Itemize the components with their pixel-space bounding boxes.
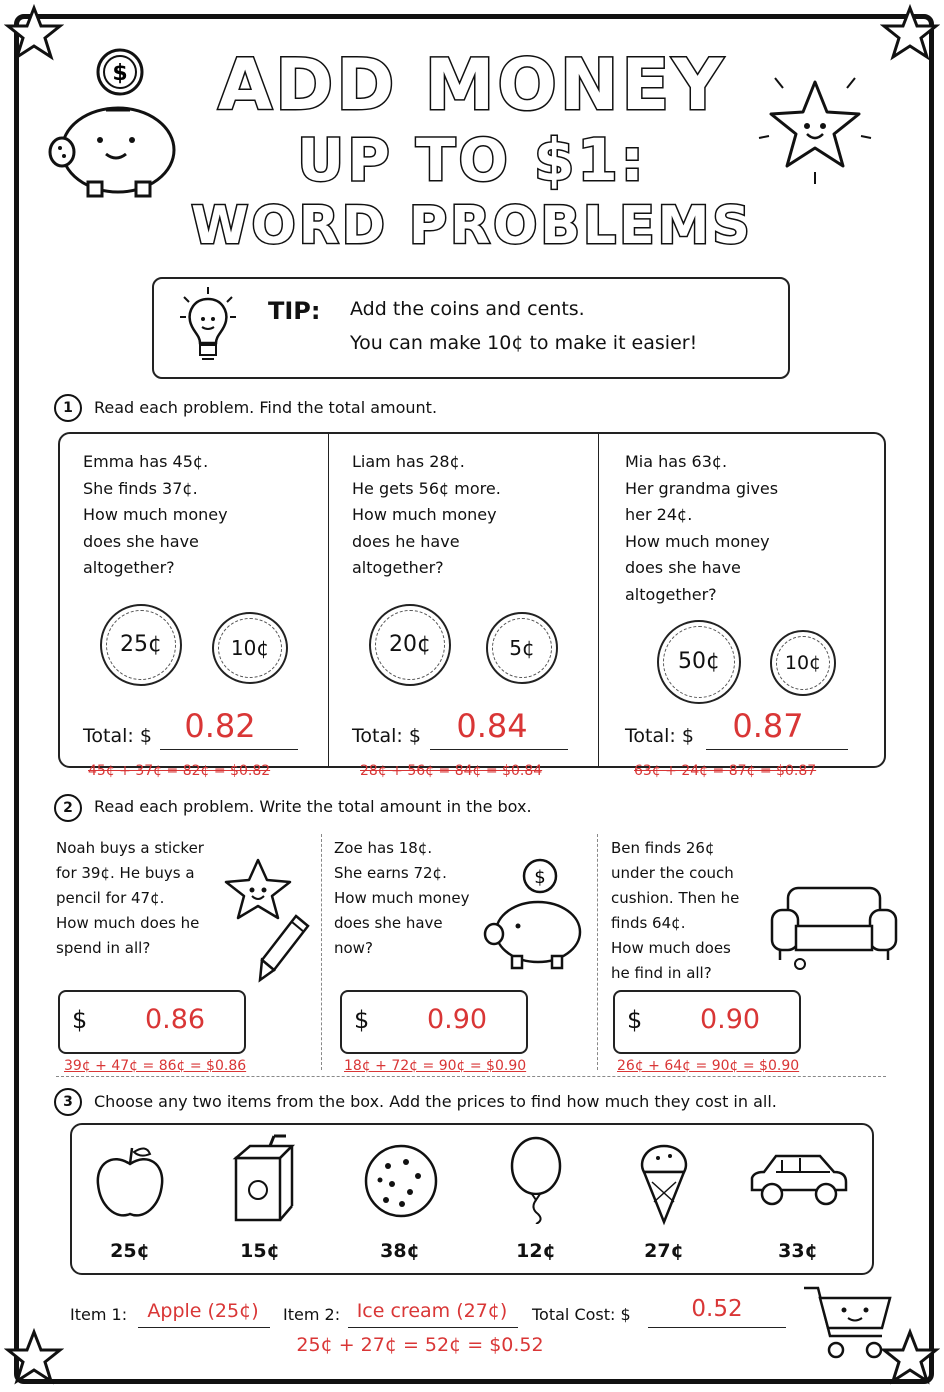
item-price: 12¢: [516, 1240, 556, 1262]
section-3-instruction: Choose any two items from the box. Add the prices to find how much they cost in all.: [94, 1092, 777, 1111]
piggy-bank-icon: [478, 856, 590, 972]
problem-line: Mia has 63¢.: [625, 452, 728, 471]
star-corner-icon: [4, 1328, 64, 1388]
work-shown: 26¢ + 64¢ = 90¢ = $0.90: [617, 1058, 800, 1074]
problem-line: now?: [334, 939, 373, 957]
problem-line: She finds 37¢.: [83, 478, 198, 498]
problem-line: he find in all?: [611, 964, 712, 982]
balloon-icon[interactable]: [506, 1136, 566, 1224]
pencil-icon: [256, 912, 312, 984]
shopping-cart-icon: [800, 1282, 898, 1364]
problem-line: Liam has 28¢.: [352, 452, 465, 471]
coin-icon: 5¢: [486, 612, 558, 684]
toy-car-icon[interactable]: [746, 1150, 852, 1212]
answer-value: 0.87: [732, 707, 804, 745]
title-line-2: UP TO $1:: [297, 126, 647, 194]
juice-box-icon[interactable]: [228, 1134, 298, 1226]
total-label: Total: $: [625, 725, 694, 747]
item-1-answer[interactable]: Apple (25¢): [147, 1300, 259, 1322]
divider: [597, 834, 598, 1070]
total-label: Total: $: [83, 725, 152, 747]
problem-line: Ben finds 26¢: [611, 839, 715, 857]
work-shown: 45¢ + 37¢ = 82¢ = $0.82: [88, 763, 271, 779]
tip-label: TIP:: [268, 297, 321, 325]
problem-1b-text: [352, 449, 501, 582]
section-2-number: 2: [54, 794, 82, 822]
problem-2c-text: [611, 836, 739, 986]
divider: [598, 432, 599, 768]
item-price: 15¢: [240, 1240, 280, 1262]
answer-box[interactable]: [340, 990, 528, 1054]
title-line-1: ADD MONEY: [217, 44, 726, 126]
answer-value: 0.84: [456, 707, 528, 745]
dollar-sign: $: [627, 1006, 643, 1034]
problem-line: altogether?: [352, 558, 444, 577]
total-cost-answer[interactable]: 0.52: [691, 1296, 743, 1322]
problem-line: altogether?: [83, 558, 175, 577]
coin-icon: 10¢: [770, 630, 836, 696]
apple-icon[interactable]: [92, 1140, 168, 1224]
problem-1c-text: [625, 449, 778, 608]
answer-value: 0.86: [144, 1004, 206, 1035]
item-2-answer[interactable]: Ice cream (27¢): [356, 1300, 508, 1322]
dollar-sign: $: [354, 1006, 370, 1034]
problem-line: How much money: [83, 505, 228, 524]
problem-line: altogether?: [625, 584, 717, 604]
problem-line: finds 64¢.: [611, 914, 686, 932]
section-1-instruction: Read each problem. Find the total amount.: [94, 398, 438, 417]
answer-box[interactable]: [58, 990, 246, 1054]
cookie-icon[interactable]: [362, 1142, 440, 1220]
problem-line: How much money: [352, 505, 497, 524]
answer-line: [706, 749, 848, 750]
problem-line: Zoe has 18¢.: [334, 839, 433, 857]
problem-2b-text: [334, 836, 470, 961]
answer-value: 0.90: [426, 1004, 488, 1035]
answer-value: 0.82: [184, 707, 256, 745]
problem-line: How much does he: [56, 914, 200, 932]
section-1-number: 1: [54, 394, 82, 422]
section-2-instruction: Read each problem. Write the total amount in the box.: [94, 797, 532, 816]
tip-line-2: You can make 10¢ to make it easier!: [350, 332, 698, 354]
item-2-line: [348, 1327, 518, 1328]
problem-line: does she have: [625, 558, 741, 577]
problem-line: How much money: [625, 531, 770, 551]
couch-icon: [766, 880, 902, 972]
total-label: Total: $: [352, 725, 421, 747]
coin-icon: 25¢: [100, 604, 182, 686]
item-price: 27¢: [644, 1240, 684, 1262]
problem-line: does he have: [352, 531, 460, 551]
problem-line: her 24¢.: [625, 505, 693, 524]
problem-line: for 39¢. He buys a: [56, 864, 195, 882]
divider: [56, 1076, 886, 1077]
item-2-label: Item 2:: [283, 1305, 341, 1324]
problem-line: spend in all?: [56, 939, 151, 957]
problem-1a-text: [83, 449, 228, 582]
problem-line: pencil for 47¢.: [56, 889, 165, 907]
answer-box[interactable]: [613, 990, 801, 1054]
problem-2a-text: [56, 836, 204, 961]
work-shown: 63¢ + 24¢ = 87¢ = $0.87: [634, 763, 817, 779]
total-cost-label: Total Cost: $: [532, 1305, 631, 1324]
svg-text:$: $: [534, 867, 546, 888]
problem-line: under the couch: [611, 864, 734, 882]
problem-line: He gets 56¢ more.: [352, 478, 501, 498]
problem-line: Emma has 45¢.: [83, 452, 209, 471]
tip-box: [152, 277, 790, 379]
item-price: 33¢: [778, 1240, 818, 1262]
lightbulb-icon: [172, 285, 244, 367]
problem-line: She earns 72¢.: [334, 864, 447, 882]
coin-icon: 10¢: [212, 612, 288, 684]
section-3-number: 3: [54, 1088, 82, 1116]
item-1-line: [138, 1327, 270, 1328]
svg-text:$: $: [112, 61, 128, 86]
problem-line: does she have: [83, 531, 199, 551]
item-price: 38¢: [380, 1240, 420, 1262]
problem-line: Noah buys a sticker: [56, 839, 204, 857]
total-cost-line: [648, 1327, 786, 1328]
problem-line: Her grandma gives: [625, 478, 779, 498]
problem-line: cushion. Then he: [611, 889, 740, 907]
work-shown: 39¢ + 47¢ = 86¢ = $0.86: [64, 1058, 247, 1074]
answer-line: [160, 749, 298, 750]
problem-line: does she have: [334, 914, 443, 932]
work-shown: 18¢ + 72¢ = 90¢ = $0.90: [344, 1058, 527, 1074]
problem-line: How much money: [334, 889, 470, 907]
work-shown: 28¢ + 56¢ = 84¢ = $0.84: [360, 763, 543, 779]
section-3-work: 25¢ + 27¢ = 52¢ = $0.52: [296, 1334, 544, 1356]
coin-icon: 20¢: [369, 604, 451, 686]
coin-icon: 50¢: [657, 620, 741, 704]
answer-value: 0.90: [699, 1004, 761, 1035]
divider: [328, 432, 329, 768]
divider: [321, 834, 322, 1070]
title-line-3: WORD PROBLEMS: [191, 196, 753, 256]
answer-line: [430, 749, 568, 750]
item-price: 25¢: [110, 1240, 150, 1262]
dollar-sign: $: [72, 1006, 88, 1034]
tip-line-1: Add the coins and cents.: [350, 298, 585, 320]
problem-line: How much does: [611, 939, 731, 957]
ice-cream-icon[interactable]: [634, 1136, 694, 1226]
item-1-label: Item 1:: [70, 1305, 128, 1324]
